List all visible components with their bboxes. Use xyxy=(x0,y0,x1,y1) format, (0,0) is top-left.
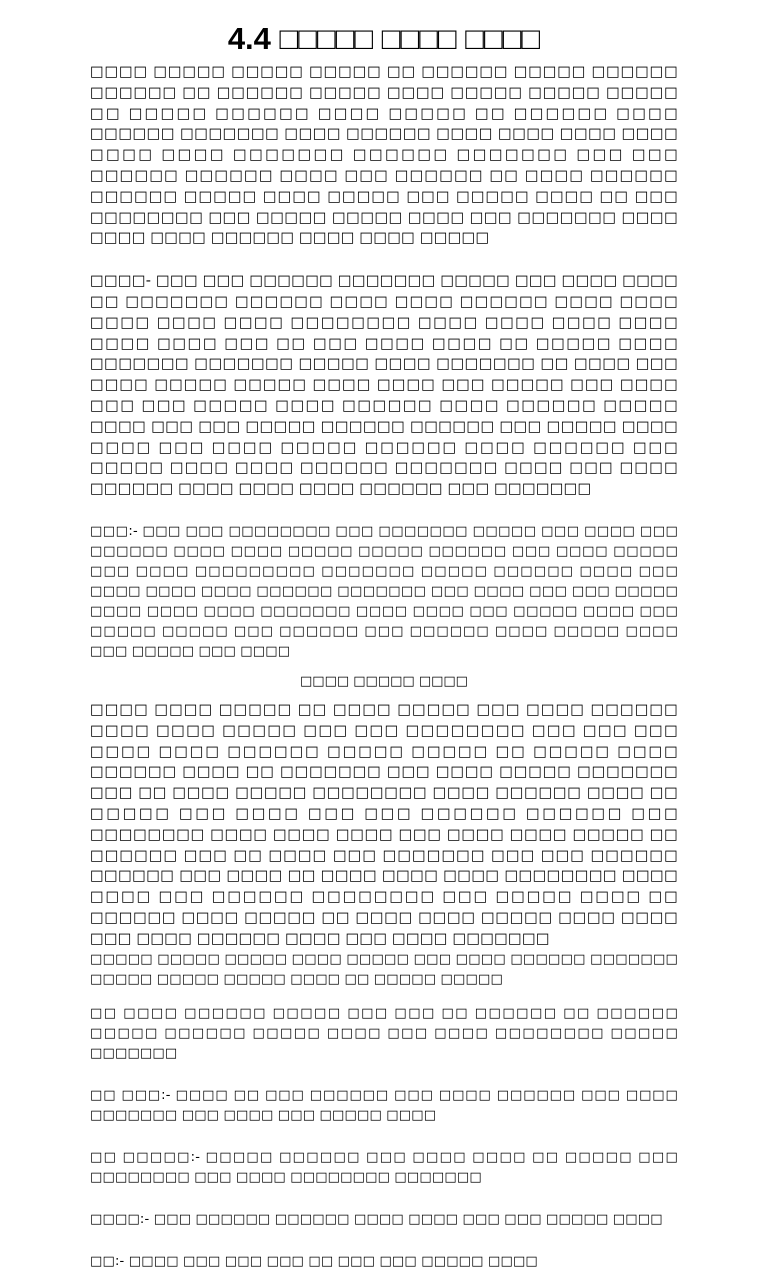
list-item-1: □□ □□□:- □□□□ □□ □□□ □□□□□□ □□□ □□□□ □□□□□□ □□□ □□□□ □□□□□□□ □□□ □□□□ □□□ □□□□□ □□□□ xyxy=(90,1087,678,1123)
paragraph-definition: □□□□- □□□ □□□ □□□□□□ □□□□□□□ □□□□□ □□□ □□□□ □□□□ □□ □□□□□□□ □□□□□□ □□□□ □□□□ □□□□□□ □□□□ □□□□ □□□□ □□□□ □□□□ □□□□□□□□ □□□□ □□□□ □□□□ □□□□ □□□□ □□□□ □□□ □□ □□□ □□□□ □□□□ □□ □□□□□ □□□□ □□□□□□□ □□□□□□□ □□□□□ □□□□ □□□□□□□ □□ □□□□ □□□ □□□□ □□□□□ □□□□□ □□□□ □□□□ □□□ □□□□□ □□□ □□□□ □□□ □□□ □□□□□ □□□□ □□□□□□ □□□□ □□□□□□ □□□□□ □□□□ □□□ □□□ □□□□□ □□□□□□ □□□□□□ □□□ □□□□□ □□□□ □□□□ □□□ □□□□ □□□□□ □□□□□□ □□□□ □□□□□□ □□□ □□□□□ □□□□ □□□□ □□□□□□ □□□□□□□ □□□□ □□□ □□□□ □□□□□□ □□□□ □□□□ □□□□ □□□□□□ □□□ □□□□□□□ xyxy=(90,273,678,498)
section-heading: □□□□ □□□□□ □□□□ xyxy=(300,673,468,689)
paragraph-intro: □□□□ □□□□□ □□□□□ □□□□□ □□ □□□□□□ □□□□□ □□□□□□ □□□□□□ □□ □□□□□□ □□□□□ □□□□ □□□□□ □□□□□ □□□□□ □□ □□□□□ □□□□□□ □□□□ □□□□□ □□ □□□□□□ □□□□ □□□□□□ □□□□□□□ □□□□ □□□□□□ □□□□ □□□□ □□□□ □□□□ □□□□ □□□□ □□□□□□□ □□□□□□ □□□□□□□ □□□ □□□ □□□□□□ □□□□□□ □□□□ □□□ □□□□□□ □□ □□□□ □□□□□□ □□□□□□ □□□□□ □□□□ □□□□□ □□□ □□□□□ □□□□ □□ □□□ □□□□□□□□ □□□ □□□□□ □□□□□ □□□□ □□□ □□□□□□□ □□□□ □□□□ □□□□ □□□□□□ □□□□ □□□□ □□□□□ xyxy=(90,64,678,247)
paragraph-sub: □□□□□ □□□□□ □□□□□ □□□□ □□□□□ □□□ □□□□ □□□□□□ □□□□□□□ □□□□□ □□□□□ □□□□□ □□□□ □□ □□□□□ □□□□□ xyxy=(90,951,678,987)
paragraph-body: □□□□ □□□□ □□□□□ □□ □□□□ □□□□□ □□□ □□□□ □□□□□□ □□□□ □□□□ □□□□□ □□□ □□□ □□□□□□□□ □□□ □□□ □□□ □□□□ □□□□ □□□□□□ □□□□□ □□□□□ □□ □□□□□ □□□□ □□□□□□ □□□□ □□ □□□□□□□ □□□ □□□□ □□□□□ □□□□□□□ □□□ □□ □□□□ □□□□□ □□□□□□□□ □□□□ □□□□□□ □□□□ □□ □□□□□ □□□ □□□□ □□□ □□□ □□□□□□ □□□□□□ □□□ □□□□□□□□ □□□□ □□□□ □□□□ □□□ □□□□ □□□□ □□□□□ □□ □□□□□□ □□□ □□ □□□□ □□□ □□□□□□□ □□□ □□□ □□□□□□ □□□□□□ □□□ □□□□ □□ □□□□ □□□□ □□□□ □□□□□□□□ □□□□ □□□□ □□□ □□□□□□ □□□□□□□□ □□□ □□□□□ □□□□ □□ □□□□□□ □□□□ □□□□□ □□ □□□□ □□□□ □□□□□ □□□□ □□□□ □□□ □□□□ □□□□□□ □□□□ □□□ □□□□ □□□□□□□ xyxy=(90,701,678,947)
list-item-3: □□□□:- □□□ □□□□□□ □□□□□□ □□□□ □□□□ □□□ □□□ □□□□□ □□□□ xyxy=(90,1211,663,1227)
page-title: 4.4 □□□□□ □□□□ □□□□ xyxy=(227,21,541,56)
paragraph-note: □□□:- □□□ □□□ □□□□□□□□ □□□ □□□□□□□ □□□□□ □□□ □□□□ □□□ □□□□□□ □□□□ □□□□ □□□□□ □□□□□ □□□□□□ □□□ □□□□ □□□□□ □□□ □□□□ □□□□□□□□□ □□□□□□□ □□□□□ □□□□□□ □□□□ □□□ □□□□ □□□□ □□□□ □□□□□□ □□□□□□□ □□□ □□□□ □□□ □□□ □□□□□ □□□□ □□□□ □□□□ □□□□□□□ □□□□ □□□□ □□□ □□□□□ □□□□ □□□ □□□□□ □□□□□ □□□ □□□□□□ □□□ □□□□□□ □□□□ □□□□□ □□□□ □□□ □□□□□ □□□ □□□□ xyxy=(90,523,678,659)
paragraph-point: □□ □□□□ □□□□□□ □□□□□ □□□ □□□ □□ □□□□□□ □□ □□□□□□ □□□□□ □□□□□□ □□□□□ □□□□ □□□ □□□□ □□□□□□□□ □□□□□ □□□□□□□ xyxy=(90,1005,678,1061)
list-item-4: □□:- □□□□ □□□ □□□ □□□ □□ □□□ □□□ □□□□□ □□□□ xyxy=(90,1253,538,1269)
list-item-2: □□ □□□□□:- □□□□□ □□□□□□ □□□ □□□□ □□□□ □□ □□□□□ □□□ □□□□□□□□ □□□ □□□□ □□□□□□□□ □□□□□□□ xyxy=(90,1149,678,1185)
